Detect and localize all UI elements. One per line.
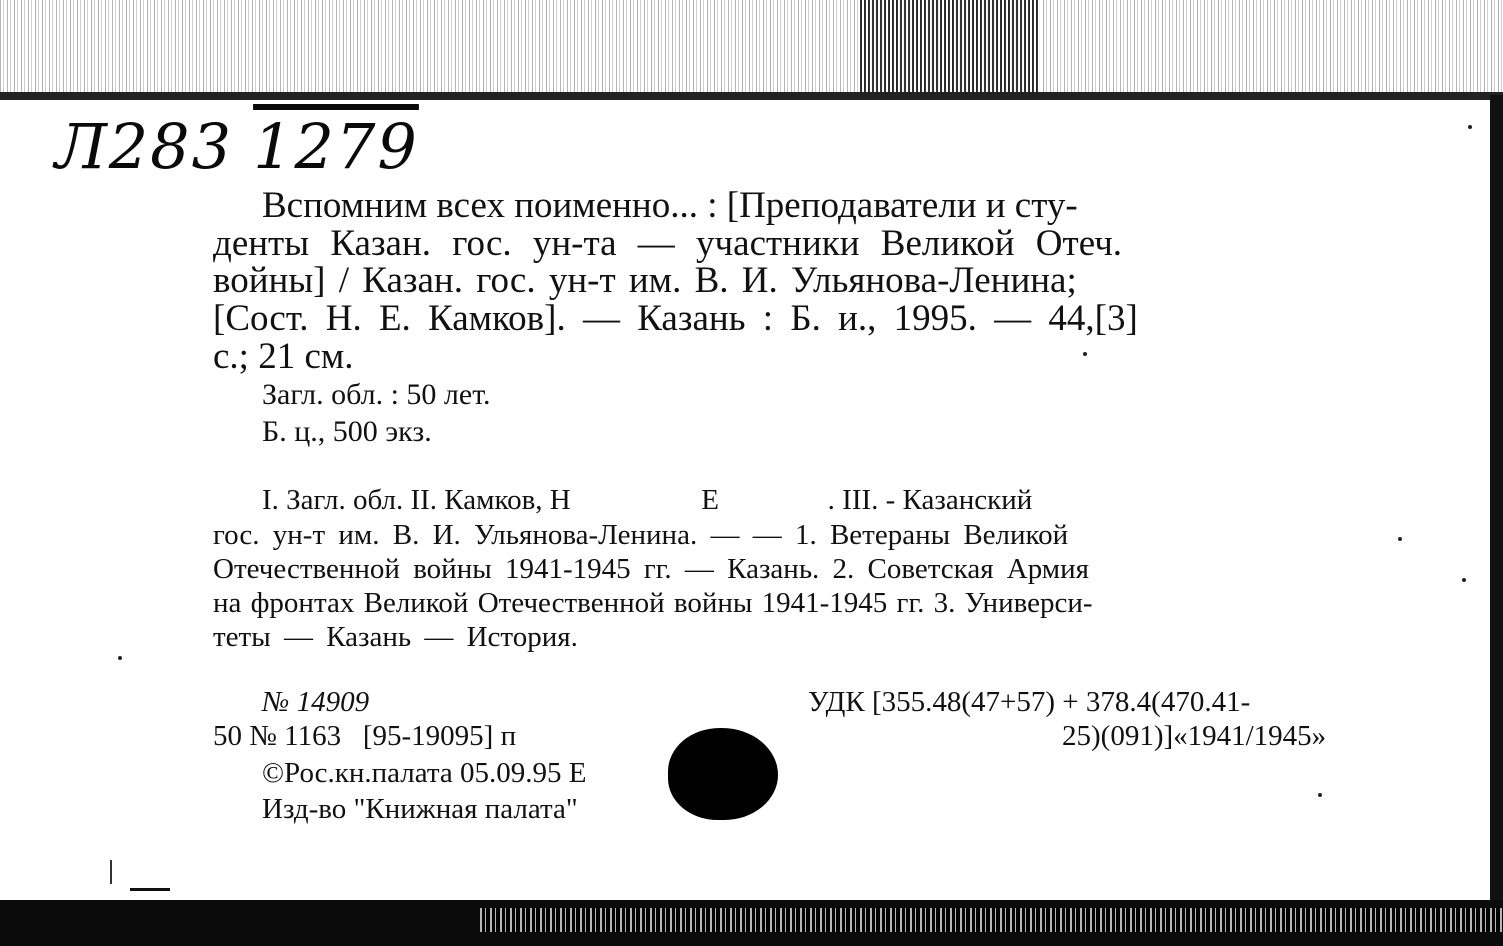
tracing-line: теты — Казань — История. [213,621,578,653]
scan-mark [130,888,170,891]
scan-speck [1318,793,1322,797]
card-number: № 14909 [262,686,370,718]
handwritten-note [55,110,419,183]
card-right-edge [1490,95,1503,910]
struck-number: 1279 [253,110,419,183]
entry-note: Б. ц., 500 экз. [262,415,432,448]
card-top-edge [0,92,1503,100]
tracing-line: Отечественной войны 1941-1945 гг. — Казань. 2. Советская Армия [213,553,1090,585]
scan-bottom-bar [0,900,1503,946]
inventory-number: Л283 [55,110,234,183]
entry-line: войны] / Казан. гос. ун-т им. В. И. Ульянова-Ленина; [213,260,1077,301]
scan-speck [1468,125,1472,129]
entry-line: [Сост. Н. Е. Камков]. — Казань : Б. и., 1995. — 44,[3] [213,298,1138,339]
scan-noise-top [0,0,1503,100]
entry-note: Загл. обл. : 50 лет. [262,378,491,411]
publisher-line: Изд-во "Книжная палата" [262,793,578,825]
scan-speck [118,656,122,660]
ink-blot [668,728,778,820]
tracing-line: гос. ун-т им. В. И. Ульянова-Ленина. — — 1. Ветераны Великой [213,519,1069,551]
entry-line: Вспомним всех поименно... : [Преподаватели и сту- [262,185,1078,226]
scan-speck [1398,537,1402,541]
udk-code: УДК [355.48(47+57) + 378.4(470.41- [808,686,1251,718]
entry-line: денты Казан. гос. ун-та — участники Великой Отеч. [213,223,1123,264]
tracing-line: на фронтах Великой Отечественной войны 1941-1945 гг. 3. Универси- [213,587,1093,619]
copyright-line: ©Рос.кн.палата 05.09.95 Е [262,757,587,789]
tracing-line: I. Загл. обл. II. Камков, Н Е . III. - Казанский [262,484,1033,516]
udk-code-continued: 25)(091)]«1941/1945» [1062,720,1327,752]
scan-speck [1083,352,1087,356]
order-number: 50 № 1163 [95-19095] п [213,720,517,752]
scan-noise-band [860,0,1040,100]
entry-line: с.; 21 см. [213,336,354,377]
scan-mark-vertical [110,860,112,884]
scan-speck [1462,578,1466,582]
